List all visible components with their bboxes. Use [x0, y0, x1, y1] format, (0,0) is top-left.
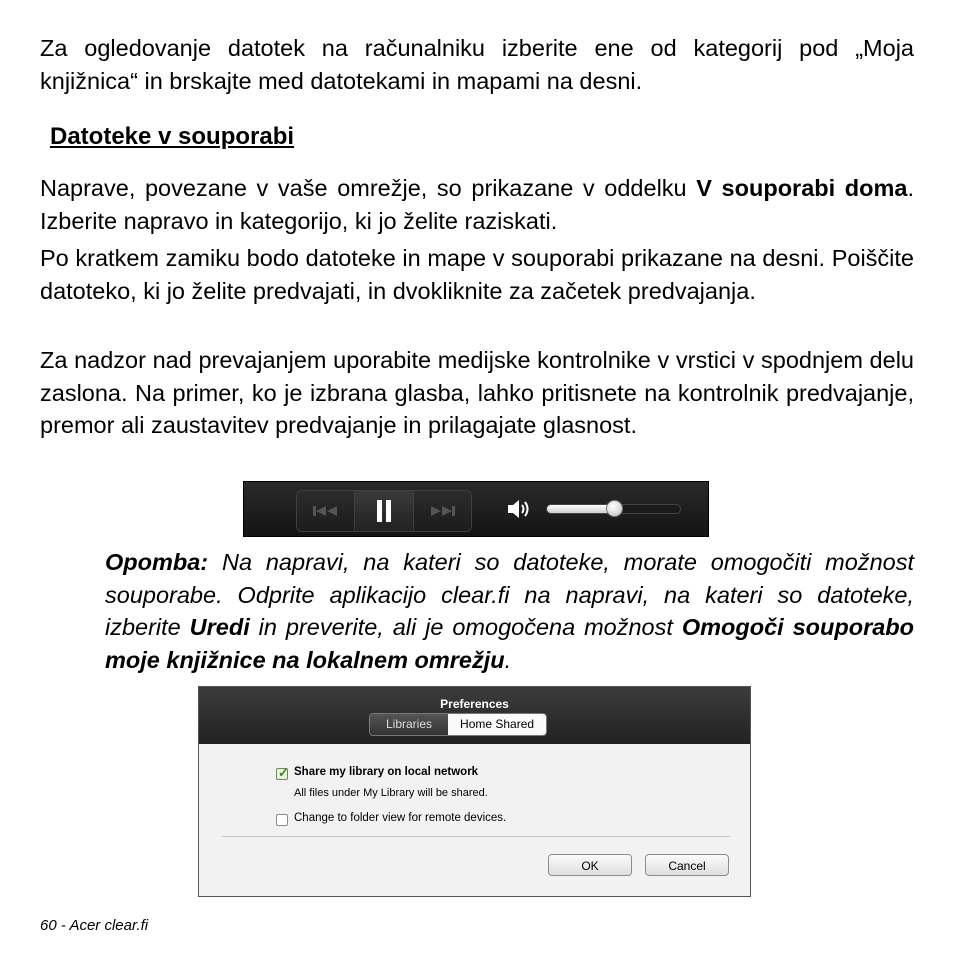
volume-slider[interactable]: [546, 504, 681, 514]
paragraph-1-text-after: . Izberite napravo in kategorijo, ki jo želite raziskati.: [40, 175, 914, 234]
paragraph-1-bold: V souporabi doma: [696, 175, 908, 201]
playback-button-group: [296, 490, 472, 532]
dialog-separator: [221, 836, 731, 837]
intro-text: Za ogledovanje datotek na računalniku izberite ene od kategorij pod „Moja knjižnica“ in brskajte med datotekami in mapami na desni.: [40, 35, 914, 94]
ok-button[interactable]: OK: [548, 854, 632, 876]
checkmark-icon: ✓: [278, 765, 289, 780]
dialog-body: [199, 744, 750, 896]
note-bold-2: Omogoči souporabo moje knjižnice na lokalnem omrežju: [105, 614, 914, 673]
tab-home-shared[interactable]: Home Shared: [448, 714, 546, 735]
speaker-icon: [507, 498, 533, 520]
volume-button[interactable]: [507, 498, 533, 525]
paragraph-3: [40, 344, 914, 442]
note-paragraph: [105, 546, 914, 676]
page-footer: 60 - Acer clear.fi: [40, 917, 149, 934]
previous-button[interactable]: [297, 491, 355, 531]
note-text-3: .: [504, 646, 512, 673]
pause-button[interactable]: [355, 491, 413, 531]
note-bold-1: Uredi: [189, 614, 250, 640]
tab-libraries[interactable]: Libraries: [370, 714, 448, 735]
folder-view-checkbox[interactable]: [276, 814, 288, 826]
section-heading: Datoteke v souporabi: [50, 123, 295, 150]
next-icon: [429, 505, 455, 517]
dialog-header: [199, 687, 750, 744]
folder-view-label: Change to folder view for remote devices.: [294, 812, 507, 824]
preferences-dialog: [198, 686, 751, 897]
cancel-button[interactable]: Cancel: [645, 854, 729, 876]
volume-slider-fill: [547, 505, 614, 513]
dialog-tabs: [369, 713, 547, 736]
paragraph-2: [40, 242, 914, 307]
note-text-1: Na napravi, na kateri so datoteke, morate omogočiti možnost souporabe. Odprite aplikacijo clear.fi na napravi, na kateri so datoteke, izberite: [105, 549, 914, 640]
note-text-2: in preverite, ali je omogočena možnost: [249, 614, 682, 640]
pause-icon: [376, 500, 392, 522]
paragraph-2-text: Po kratkem zamiku bodo datoteke in mape v souporabi prikazane na desni. Poiščite datoteko, ki jo želite predvajati, in dvokliknite za začetek predvajanja.: [40, 245, 914, 304]
paragraph-3-text: Za nadzor nad prevajanjem uporabite medijske kontrolnike v vrstici v spodnjem delu zaslona. Na primer, ko je izbrana glasba, lahko pritisnete na kontrolnik predvajanje, premor ali zaustavitev predvajanje in prilagajate glasnost.: [40, 347, 914, 438]
media-controls-bar: [243, 481, 709, 537]
share-library-label: Share my library on local network: [294, 766, 479, 778]
paragraph-1-text: Naprave, povezane v vaše omrežje, so prikazane v oddelku: [40, 175, 697, 201]
share-library-description: All files under My Library will be shared.: [294, 787, 488, 799]
note-label: Opomba:: [105, 549, 209, 575]
next-button[interactable]: [414, 491, 471, 531]
intro-paragraph: [40, 32, 914, 97]
paragraph-1: [40, 172, 914, 237]
dialog-title: Preferences: [440, 697, 509, 711]
previous-icon: [313, 505, 339, 517]
share-library-checkbox[interactable]: [276, 765, 289, 780]
volume-slider-handle[interactable]: [606, 500, 623, 517]
